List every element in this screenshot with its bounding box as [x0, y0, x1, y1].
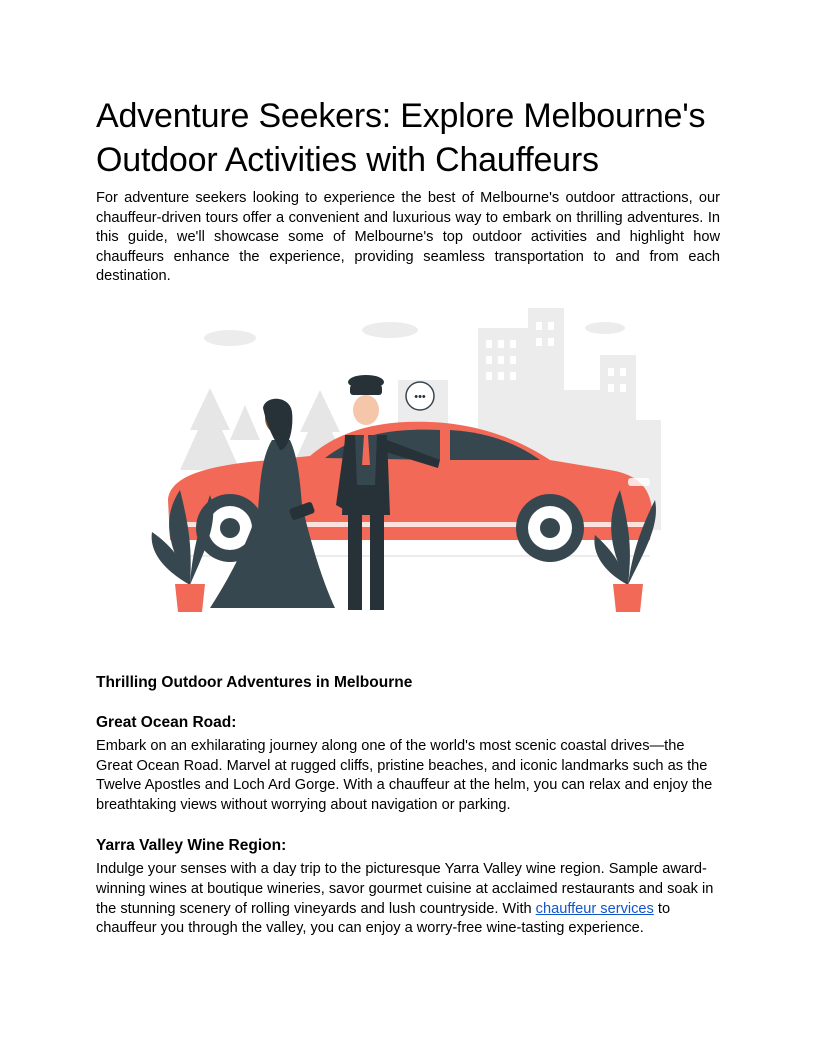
content-sections [96, 674, 720, 939]
speech-bubble-dots: ••• [414, 391, 426, 403]
yarra-text-before-link: Indulge your senses with a day trip to the picturesque Yarra Valley wine region. Sample award-winning wines at boutique wineries, savor gourmet cuisine at acclaimed restaurants and soak in the stunning scenery of rolling vineyards and lush countryside. With [96, 861, 714, 917]
page-title-line-1: Adventure Seekers: Explore Melbourne's [96, 97, 706, 135]
page-title [96, 94, 720, 182]
section-heading: Thrilling Outdoor Adventures in Melbourne [96, 674, 413, 691]
subsection-heading-great-ocean-road: Great Ocean Road: [96, 714, 237, 731]
page-title-line-2: Outdoor Activities with Chauffeurs [96, 141, 599, 179]
yarra-text-after-link: to chauffeur you through the valley, you can enjoy a worry-free wine-tasting experience. [96, 900, 671, 937]
subsection-heading-yarra-valley: Yarra Valley Wine Region: [96, 837, 287, 855]
moon-icon [319, 322, 345, 351]
subsection-text-yarra-valley [96, 860, 720, 938]
speech-bubble [406, 382, 434, 410]
subsection-text-great-ocean-road: Embark on an exhilarating journey along one of the world's most scenic coastal drives—the Great Ocean Road. Marvel at rugged cliffs, pristine beaches, and iconic landmarks such as the Twelve Apostles and Loch Ard Gorge. With a chauffeur at the helm, you can relax and enjoy the breathtaking views without worrying about navigation or parking. [96, 738, 713, 813]
document-body [96, 94, 720, 287]
chauffeur-services-link[interactable]: chauffeur services [535, 900, 654, 917]
chauffeur-car-illustration [150, 300, 670, 630]
intro-paragraph: For adventure seekers looking to experience the best of Melbourne's outdoor attractions, our chauffeur-driven tours offer a convenient and luxurious way to embark on thrilling adventures. In this guide, we'll showcase some of Melbourne's top outdoor activities and highlight how chauffeurs enhance the experience, providing seamless transportation to and from each destination. [96, 190, 720, 285]
